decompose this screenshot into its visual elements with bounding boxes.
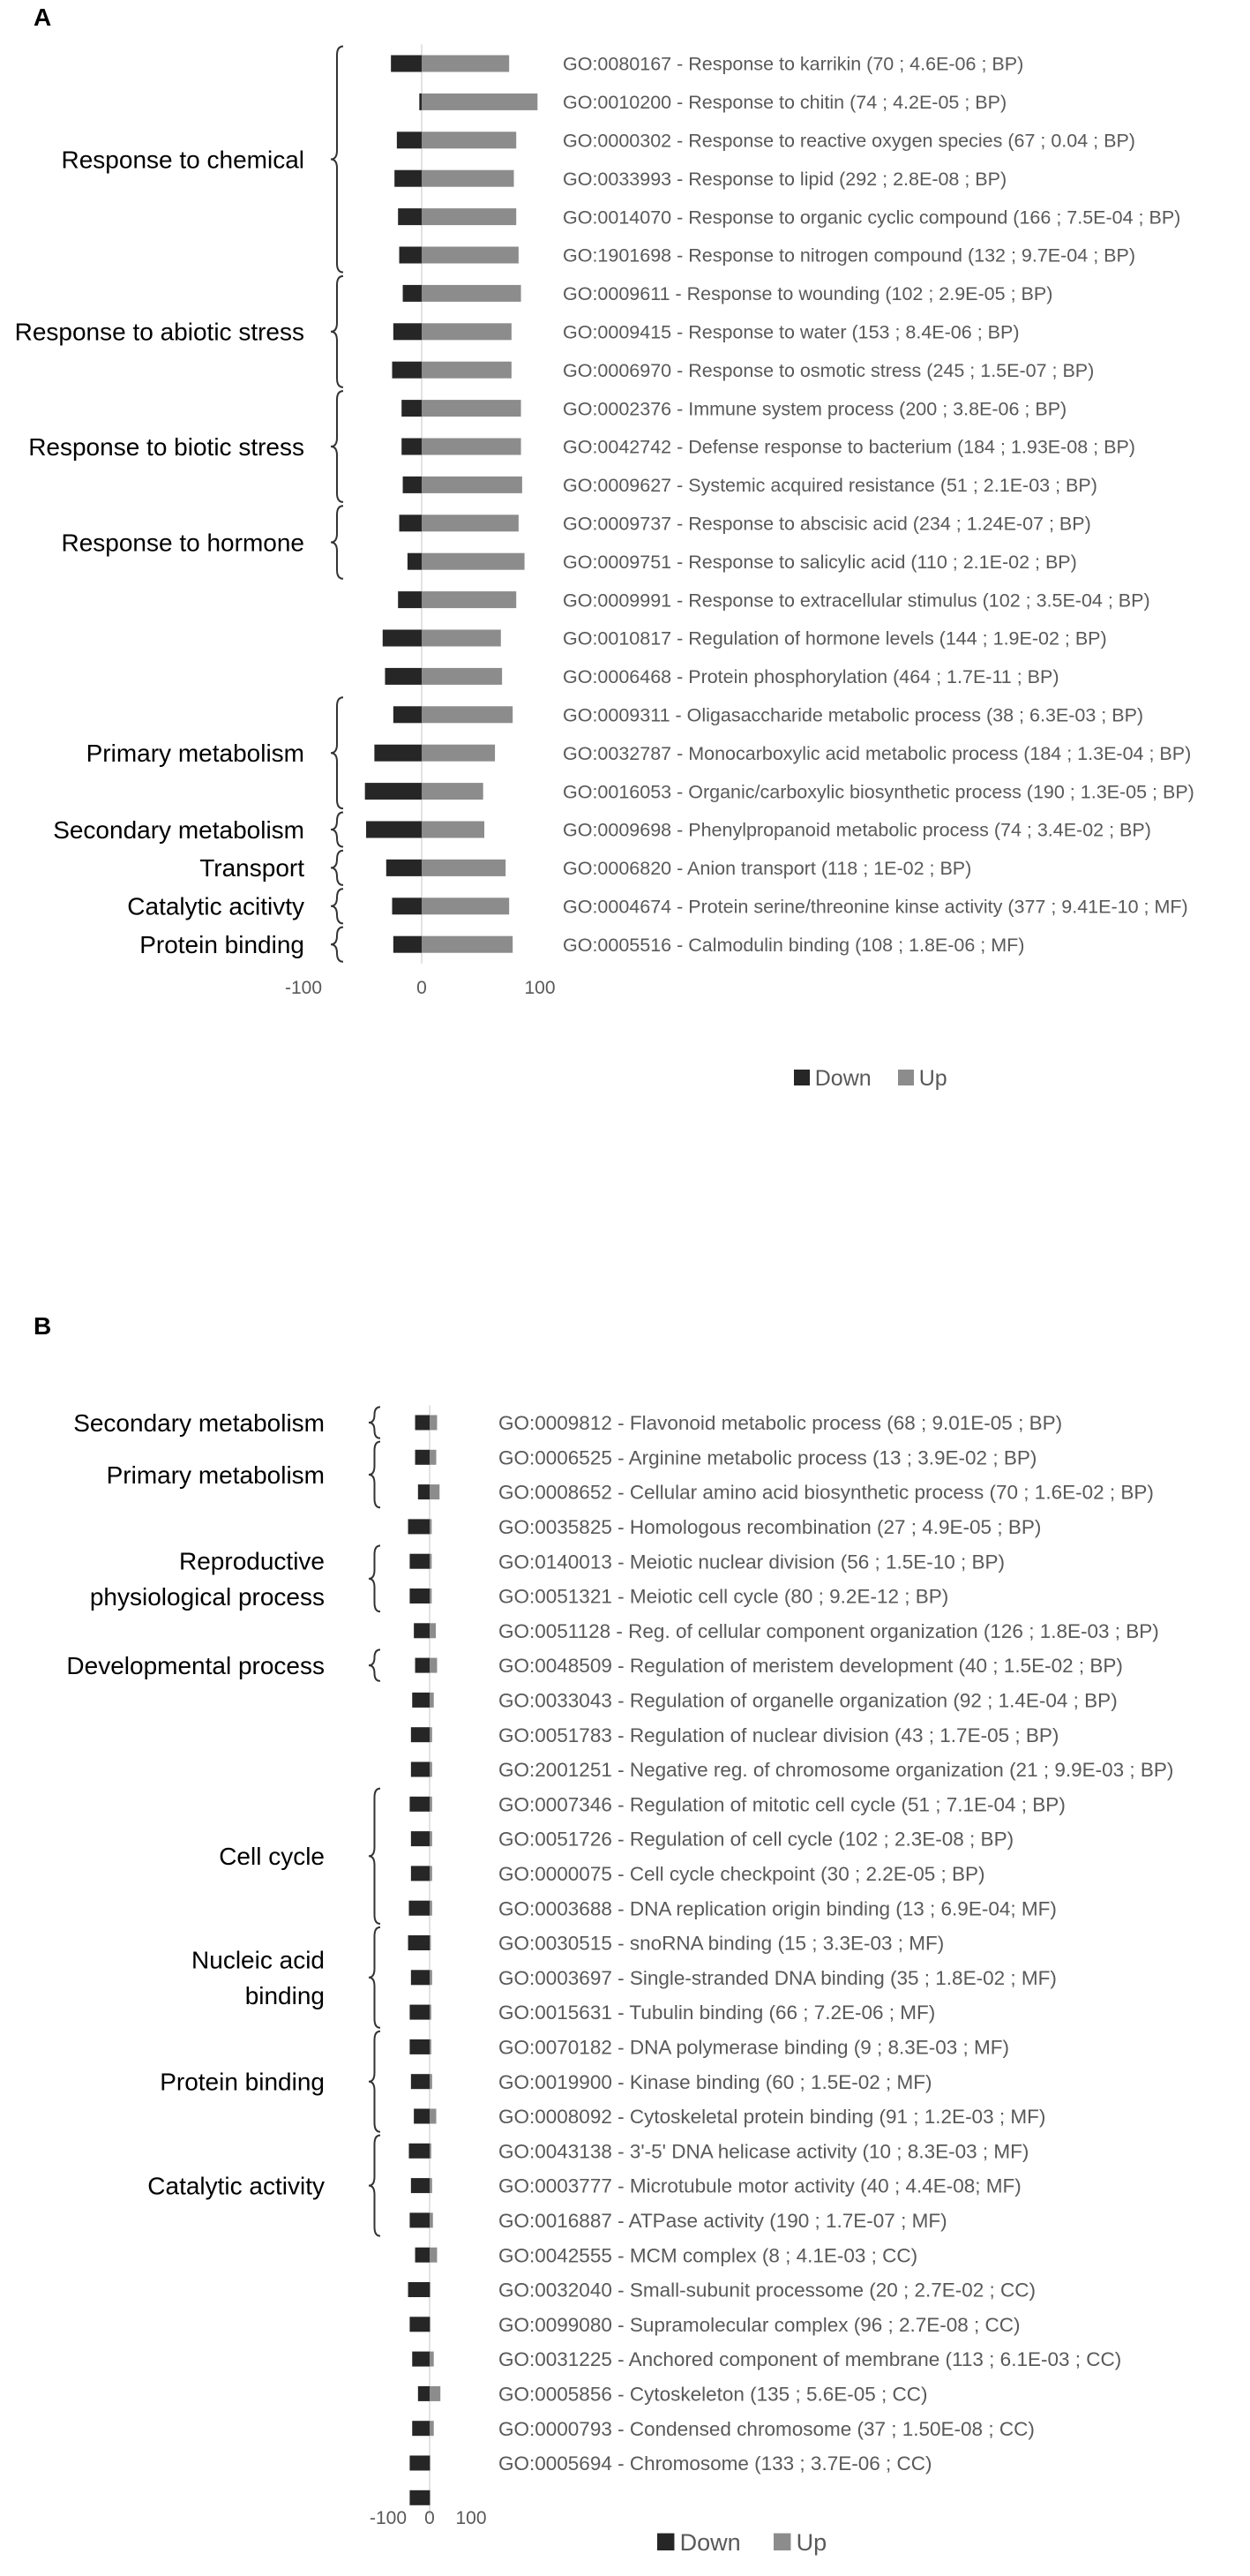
bar-up [422, 822, 484, 838]
bar-down [403, 477, 422, 493]
bar-up [430, 1866, 432, 1881]
bar-up [422, 439, 521, 455]
bar-down [415, 1450, 430, 1465]
x-tick-label: 100 [455, 2508, 487, 2528]
group-label: Response to abiotic stress [14, 318, 304, 346]
category-label: GO:0009751 - Response to salicylic acid (110 ; 2.1E-02 ; BP) [563, 551, 1077, 573]
category-label: GO:0032040 - Small-subunit processome (20 ; 2.7E-02 ; CC) [498, 2279, 1037, 2302]
bar-up [422, 783, 483, 800]
legend-up-label: Up [918, 1066, 947, 1091]
category-label: GO:0007346 - Regulation of mitotic cell cycle (51 ; 7.1E-04 ; BP) [498, 1793, 1066, 1816]
bar-down [400, 247, 422, 264]
bar-down [411, 2074, 430, 2089]
group-label: Response to chemical [61, 146, 304, 174]
group-brace [331, 391, 343, 502]
category-label: GO:0015631 - Tubulin binding (66 ; 7.2E-06 ; MF) [498, 2001, 936, 2024]
group-label: Response to hormone [61, 529, 304, 557]
category-label: GO:0099080 - Supramolecular complex (96 ; 2.7E-08 ; CC) [498, 2313, 1021, 2336]
category-label: GO:0008092 - Cytoskeletal protein binding (91 ; 1.2E-03 ; MF) [498, 2106, 1046, 2129]
bar-up [422, 56, 509, 72]
group-label: physiological process [89, 1582, 325, 1611]
category-label: GO:0009698 - Phenylpropanoid metabolic process (74 ; 3.4E-02 ; BP) [563, 819, 1151, 841]
category-label: GO:0003697 - Single-stranded DNA binding (35 ; 1.8E-02 ; MF) [498, 1966, 1057, 1989]
bar-up [422, 285, 521, 302]
category-label: GO:0003777 - Microtubule motor activity (40 ; 4.4E-08; MF) [498, 2174, 1022, 2197]
group-brace [331, 506, 343, 578]
group-label: Reproductive [179, 1547, 325, 1575]
category-label: GO:0140013 - Meiotic nuclear division (56 ; 1.5E-10 ; BP) [498, 1551, 1006, 1573]
bar-down [418, 2386, 430, 2401]
bar-up [430, 1519, 431, 1534]
category-label: GO:0008652 - Cellular amino acid biosynthetic process (70 ; 1.6E-02 ; BP) [498, 1481, 1154, 1504]
category-label: GO:0000793 - Condensed chromosome (37 ; 1.50E-08 ; CC) [498, 2417, 1035, 2440]
category-label: GO:0035825 - Homologous recombination (27 ; 4.9E-05 ; BP) [498, 1516, 1042, 1538]
group-brace [331, 851, 343, 885]
bar-down [419, 94, 422, 110]
group-brace [369, 1442, 380, 1508]
bar-up [422, 400, 521, 417]
panel-a-letter: A [34, 4, 52, 31]
group-label: Primary metabolism [106, 1461, 325, 1489]
group-brace [331, 276, 343, 387]
group-label: Catalytic acitivty [127, 892, 304, 920]
bar-up [422, 208, 516, 225]
legend-up-label: Up [796, 2529, 827, 2556]
bar-down [415, 1416, 430, 1431]
x-tick-label: -100 [369, 2508, 408, 2528]
bar-down [409, 2005, 430, 2020]
group-brace [369, 2136, 380, 2236]
group-brace [331, 928, 343, 962]
bar-down [408, 1935, 430, 1950]
bar-up [430, 1727, 432, 1742]
bar-down [397, 131, 422, 148]
bar-down [398, 591, 422, 608]
category-label: GO:0005516 - Calmodulin binding (108 ; 1.8E-06 ; MF) [563, 934, 1025, 956]
category-label: GO:0048509 - Regulation of meristem development (40 ; 1.5E-02 ; BP) [498, 1655, 1123, 1678]
bar-down [394, 170, 422, 187]
bar-down [393, 362, 423, 379]
bar-up [430, 1554, 431, 1569]
legend-down-label: Down [814, 1066, 872, 1091]
bar-up [422, 170, 514, 187]
bar-down [411, 1762, 430, 1777]
bar-down [409, 2039, 430, 2054]
category-label: GO:1901698 - Response to nitrogen compound (132 ; 9.7E-04 ; BP) [563, 244, 1135, 267]
group-label: Transport [199, 854, 304, 882]
group-brace [369, 1546, 380, 1612]
category-label: GO:0014070 - Response to organic cyclic compound (166 ; 7.5E-04 ; BP) [563, 207, 1181, 229]
bar-down [401, 439, 422, 455]
category-label: GO:0006970 - Response to osmotic stress (245 ; 1.5E-07 ; BP) [563, 359, 1095, 381]
category-label: GO:0010817 - Regulation of hormone levels (144 ; 1.9E-02 ; BP) [563, 627, 1107, 650]
bar-down [414, 1623, 430, 1638]
bar-down [408, 1519, 430, 1534]
bar-down [411, 1970, 430, 1985]
bar-up [430, 2248, 437, 2263]
legend-down-label: Down [679, 2529, 741, 2556]
group-brace [369, 2032, 380, 2132]
group-brace [331, 812, 343, 846]
bar-up [430, 2421, 434, 2436]
bar-down [408, 2282, 430, 2297]
category-label: GO:0006468 - Protein phosphorylation (464 ; 1.7E-11 ; BP) [563, 666, 1059, 688]
bar-down [409, 2317, 430, 2332]
category-label: GO:2001251 - Negative reg. of chromosome organization (21 ; 9.9E-03 ; BP) [498, 1759, 1174, 1782]
group-brace [331, 46, 343, 272]
category-label: GO:0019900 - Kinase binding (60 ; 1.5E-02 ; MF) [498, 2070, 932, 2093]
bar-down [366, 822, 422, 838]
bar-up [422, 247, 519, 264]
category-label: GO:0043138 - 3'-5' DNA helicase activity (10 ; 8.3E-03 ; MF) [498, 2140, 1029, 2163]
category-label: GO:0002376 - Immune system process (200 ; 3.8E-06 ; BP) [563, 398, 1067, 420]
group-brace [369, 1649, 380, 1680]
group-label: Secondary metabolism [73, 1408, 325, 1437]
bar-down [401, 400, 422, 417]
bar-down [412, 2421, 430, 2436]
category-label: GO:0009611 - Response to wounding (102 ; 2.9E-05 ; BP) [563, 283, 1053, 305]
bar-down [393, 897, 423, 914]
legend-down-swatch [794, 1070, 810, 1085]
bar-down [411, 1866, 430, 1881]
panel-b-letter: B [34, 1312, 52, 1340]
bar-up [430, 1658, 437, 1673]
bar-up [430, 2005, 431, 2020]
bar-down [365, 783, 422, 800]
group-label: Primary metabolism [86, 740, 304, 767]
group-brace [331, 697, 343, 808]
bar-up [422, 477, 522, 493]
x-tick-label: 0 [424, 2508, 435, 2528]
bar-down [385, 668, 422, 685]
legend-up-swatch [898, 1070, 914, 1085]
bar-up [422, 591, 516, 608]
bar-up [430, 2178, 432, 2193]
bar-up [430, 1693, 434, 1708]
bar-up [422, 745, 495, 762]
bar-up [422, 131, 516, 148]
category-label: GO:0009991 - Response to extracellular stimulus (102 ; 3.5E-04 ; BP) [563, 590, 1150, 612]
x-tick-label: 100 [524, 978, 556, 998]
bar-up [430, 2386, 440, 2401]
bar-down [386, 860, 422, 876]
bar-down [400, 514, 422, 531]
bar-up [430, 1484, 439, 1499]
bar-down [383, 630, 422, 647]
bar-up [430, 1416, 437, 1431]
bar-down [409, 1797, 430, 1812]
bar-up [422, 936, 513, 953]
group-label: binding [244, 1981, 325, 2009]
bar-up [430, 1588, 431, 1603]
bar-up [430, 1831, 432, 1846]
category-label: GO:0051321 - Meiotic cell cycle (80 ; 9.2E-12 ; BP) [498, 1585, 949, 1608]
bar-down [398, 208, 422, 225]
group-label: Protein binding [139, 931, 304, 958]
bar-down [409, 1588, 430, 1603]
x-tick-label: -100 [284, 978, 323, 998]
bar-up [422, 553, 525, 570]
bar-down [412, 1693, 430, 1708]
bar-down [393, 936, 422, 953]
category-label: GO:0051726 - Regulation of cell cycle (102 ; 2.3E-08 ; BP) [498, 1828, 1014, 1851]
bar-up [422, 630, 501, 647]
category-label: GO:0080167 - Response to karrikin (70 ; 4.6E-06 ; BP) [563, 53, 1024, 75]
bar-down [409, 1554, 430, 1569]
bar-down [415, 1658, 430, 1673]
category-label: GO:0016053 - Organic/carboxylic biosynthetic process (190 ; 1.3E-05 ; BP) [563, 781, 1194, 803]
bar-down [374, 745, 422, 762]
bar-up [430, 2109, 437, 2124]
legend-up-swatch [774, 2534, 790, 2550]
bar-up [430, 1901, 432, 1916]
group-label: Nucleic acid [191, 1946, 325, 1974]
category-label: GO:0009311 - Oligasaccharide metabolic process (38 ; 6.3E-03 ; BP) [563, 704, 1144, 726]
bar-up [422, 860, 505, 876]
category-label: GO:0042555 - MCM complex (8 ; 4.1E-03 ; CC) [498, 2244, 918, 2267]
category-label: GO:0031225 - Anchored component of membrane (113 ; 6.1E-03 ; CC) [498, 2348, 1122, 2371]
category-label: GO:0016887 - ATPase activity (190 ; 1.7E-07 ; MF) [498, 2210, 947, 2232]
bar-down [418, 1484, 430, 1499]
group-label: Developmental process [66, 1651, 325, 1679]
bar-down [411, 1831, 430, 1846]
bar-down [411, 2178, 430, 2193]
category-label: GO:0009415 - Response to water (153 ; 8.4E-06 ; BP) [563, 321, 1020, 343]
group-label: Catalytic activity [147, 2172, 325, 2200]
bar-up [430, 2074, 432, 2089]
bar-up [430, 2352, 434, 2367]
category-label: GO:0009812 - Flavonoid metabolic process (68 ; 9.01E-05 ; BP) [498, 1412, 1063, 1435]
group-brace [331, 889, 343, 923]
legend-down-swatch [657, 2534, 674, 2550]
bar-up [430, 1450, 437, 1465]
bar-up [430, 1623, 436, 1638]
panel-b-chart [0, 1306, 1250, 2576]
category-label: GO:0000302 - Response to reactive oxygen species (67 ; 0.04 ; BP) [563, 130, 1135, 152]
category-label: GO:0070182 - DNA polymerase binding (9 ; 8.3E-03 ; MF) [498, 2036, 1010, 2059]
bar-down [415, 2248, 430, 2263]
bar-up [422, 706, 513, 723]
category-label: GO:0033043 - Regulation of organelle organization (92 ; 1.4E-04 ; BP) [498, 1689, 1118, 1712]
group-label: Cell cycle [219, 1843, 325, 1871]
category-label: GO:0009737 - Response to abscisic acid (234 ; 1.24E-07 ; BP) [563, 513, 1091, 535]
panel-a-chart [0, 0, 1250, 1130]
bar-up [422, 323, 512, 340]
bar-up [422, 94, 537, 110]
category-label: GO:0051128 - Reg. of cellular component organization (126 ; 1.8E-03 ; BP) [498, 1619, 1159, 1642]
category-label: GO:0000075 - Cell cycle checkpoint (30 ; 2.2E-05 ; BP) [498, 1863, 985, 1885]
bar-up [430, 2039, 431, 2054]
bar-up [422, 362, 512, 379]
group-brace [369, 1927, 380, 2028]
category-label: GO:0004674 - Protein serine/threonine kinse activity (377 ; 9.41E-10 ; MF) [563, 896, 1188, 918]
bar-down [409, 2144, 430, 2159]
bar-down [408, 553, 422, 570]
bar-up [430, 2144, 431, 2159]
bar-down [403, 285, 422, 302]
category-label: GO:0009627 - Systemic acquired resistance (51 ; 2.1E-03 ; BP) [563, 475, 1097, 497]
bar-down [409, 2212, 430, 2227]
category-label: GO:0051783 - Regulation of nuclear division (43 ; 1.7E-05 ; BP) [498, 1724, 1059, 1746]
bar-up [422, 514, 519, 531]
category-label: GO:0010200 - Response to chitin (74 ; 4.2E-05 ; BP) [563, 92, 1007, 114]
category-label: GO:0033993 - Response to lipid (292 ; 2.8E-08 ; BP) [563, 168, 1007, 190]
bar-up [430, 1762, 432, 1777]
category-label: GO:0042742 - Defense response to bacterium (184 ; 1.93E-08 ; BP) [563, 436, 1135, 458]
category-label: GO:0005856 - Cytoskeleton (135 ; 5.6E-05 ; CC) [498, 2383, 928, 2406]
bar-down [409, 1901, 430, 1916]
bar-up [430, 2212, 433, 2227]
group-label: Secondary metabolism [53, 815, 304, 844]
category-label: GO:0030515 - snoRNA binding (15 ; 3.3E-03 ; MF) [498, 1932, 945, 1955]
bar-down [393, 323, 422, 340]
group-label: Protein binding [160, 2068, 325, 2096]
bar-up [422, 897, 509, 914]
category-label: GO:0003688 - DNA replication origin binding (13 ; 6.9E-04; MF) [498, 1897, 1057, 1920]
category-label: GO:0032787 - Monocarboxylic acid metabolic process (184 ; 1.3E-04 ; BP) [563, 742, 1192, 764]
category-label: GO:0006525 - Arginine metabolic process (13 ; 3.9E-02 ; BP) [498, 1446, 1037, 1469]
group-brace [369, 1407, 380, 1438]
category-label: GO:0006820 - Anion transport (118 ; 1E-02 ; BP) [563, 858, 972, 880]
group-brace [369, 1789, 380, 1924]
bar-up [430, 1797, 432, 1812]
bar-down [393, 706, 422, 723]
bar-down [414, 2109, 430, 2124]
bar-down [409, 2456, 430, 2471]
bar-up [430, 1970, 432, 1985]
bar-down [411, 1727, 430, 1742]
category-label: GO:0005694 - Chromosome (133 ; 3.7E-06 ; CC) [498, 2452, 932, 2475]
group-label: Response to biotic stress [28, 432, 304, 461]
x-tick-label: 0 [416, 978, 427, 998]
bar-down [412, 2352, 430, 2367]
bar-up [422, 668, 502, 685]
bar-down [391, 56, 422, 72]
bar-down [409, 2490, 430, 2505]
